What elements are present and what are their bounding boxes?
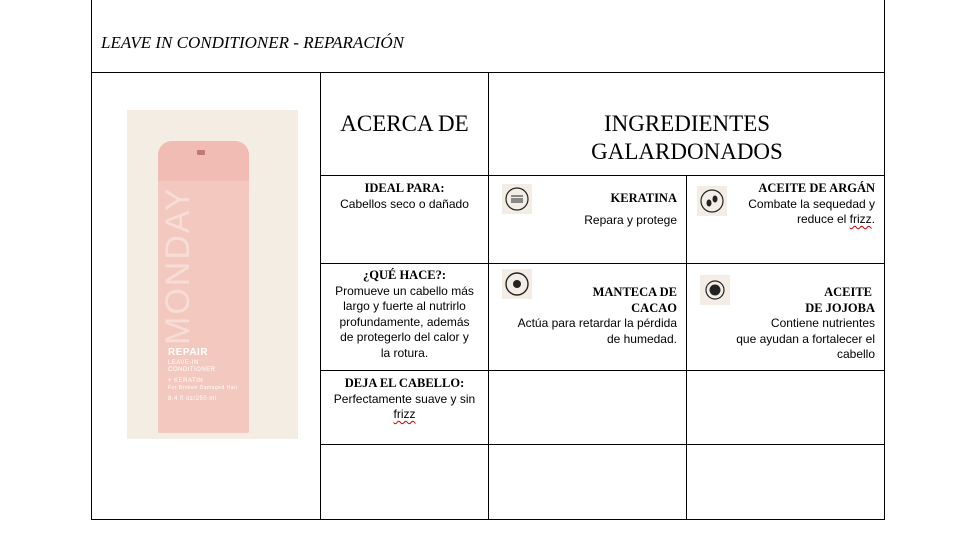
ideal-title: IDEAL PARA: xyxy=(364,181,445,195)
ingredients-header-line2: GALARDONADOS xyxy=(591,139,783,164)
what-line-3: profundamente, además xyxy=(339,314,470,329)
ingredients-header-line1: INGREDIENTES xyxy=(603,111,771,136)
divider xyxy=(320,263,885,264)
cacao-desc-1: Actúa para retardar la pérdida xyxy=(517,316,677,330)
jojoba-name-2: DE JOJOBA xyxy=(805,300,875,315)
cacao-name-2: CACAO xyxy=(631,300,677,315)
what-line-4: de protegerlo del calor y xyxy=(340,330,469,344)
bottle-cap xyxy=(158,141,249,181)
what-line-1: Promueve un cabello más xyxy=(335,283,474,298)
argan-cell xyxy=(690,181,875,228)
jojoba-desc-3: cabello xyxy=(836,347,875,361)
argan-name: ACEITE DE ARGÁN xyxy=(758,181,875,195)
keratina-desc: Repara y protege xyxy=(584,212,677,227)
comb-icon xyxy=(502,184,532,214)
argan-desc-1: Combate la sequedad y xyxy=(748,196,875,211)
product-line: REPAIR xyxy=(168,347,209,358)
what-cell xyxy=(321,268,488,361)
leaves-title: DEJA EL CABELLO: xyxy=(344,376,465,390)
product-brand: MONDAY xyxy=(159,186,197,345)
bottle-nozzle xyxy=(197,150,205,155)
argan-desc-2b: frizz xyxy=(849,212,872,226)
jojoba-desc-2: que ayudan a fortalecer el xyxy=(736,331,875,346)
keratina-name: KERATINA xyxy=(610,191,677,205)
leaves-line-2: frizz xyxy=(393,407,416,421)
jojoba-name-1: ACEITE xyxy=(824,285,872,299)
product-size: 8.4 fl oz/250 ml xyxy=(168,396,217,402)
document-title: LEAVE IN CONDITIONER - REPARACIÓN xyxy=(101,33,404,52)
about-header xyxy=(321,110,488,138)
jojoba-desc-1: Contiene nutrientes xyxy=(770,316,875,330)
divider xyxy=(320,175,885,176)
keratina-cell xyxy=(540,191,677,228)
about-header-text: ACERCA DE xyxy=(340,111,469,136)
argan-desc-2c: . xyxy=(871,212,875,226)
what-line-2: largo y fuerte al nutrirlo xyxy=(343,299,466,313)
ingredients-header xyxy=(489,110,885,166)
cacao-desc-2: de humedad. xyxy=(606,331,677,346)
leaves-cell xyxy=(321,376,488,423)
divider xyxy=(320,370,885,371)
divider xyxy=(686,175,687,520)
product-ingredient: + KERATIN xyxy=(168,378,204,384)
cacao-cell xyxy=(495,285,677,347)
argan-desc-2a: reduce el xyxy=(796,212,850,226)
divider xyxy=(320,444,885,445)
product-name-2: CONDITIONER xyxy=(168,367,216,373)
ideal-text: Cabellos seco o dañado xyxy=(340,196,469,211)
what-line-5: la rotura. xyxy=(380,345,429,360)
product-name-1: LEAVE-IN xyxy=(168,360,199,366)
leaves-line-1: Perfectamente suave y sin xyxy=(333,391,476,406)
jojoba-cell xyxy=(700,285,875,363)
product-sub: For Broken Damaged Hair xyxy=(168,385,238,391)
ideal-cell xyxy=(321,181,488,212)
cacao-name-1: MANTECA DE xyxy=(592,285,677,299)
what-title: ¿QUÉ HACE?: xyxy=(363,268,446,282)
